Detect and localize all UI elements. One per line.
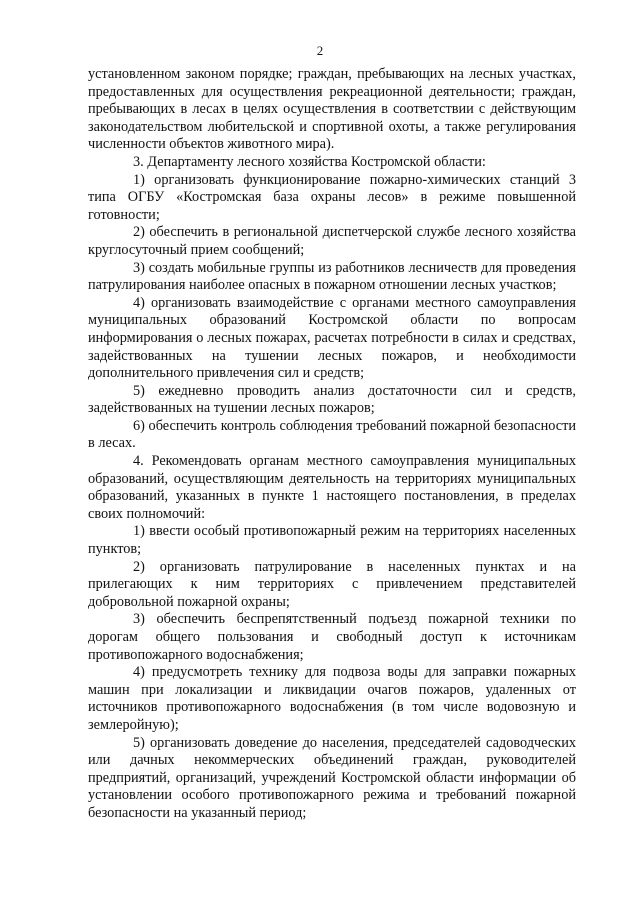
paragraph: 3) обеспечить беспрепятственный подъезд пожарной техники по дорогам общего пользования и свободный доступ к источникам противопожарного водоснабжения; xyxy=(88,611,576,663)
paragraph: 1) ввести особый противопожарный режим на территориях населенных пунктов; xyxy=(88,523,576,558)
paragraph: 5) организовать доведение до населения, председателей садоводческих или дачных некоммерческих объединений граждан, руководителей предприятий, организаций, учреждений Костромской области информации об установлении особого противопожарного режима и требований пожарной безопасности на указанный период; xyxy=(88,734,576,821)
page-number: 2 xyxy=(316,43,324,58)
paragraph: 4. Рекомендовать органам местного самоуправления муниципальных образований, осуществляющим деятельность на территориях муниципальных образований, указанных в пункте 1 настоящего постановления, в пределах своих полномочий: xyxy=(88,453,576,522)
paragraph: установленном законом порядке; граждан, пребывающих на лесных участках, предоставленных для осуществления рекреационной деятельности; граждан, пребывающих в лесах в целях осуществления в соответствии с действующим законодательством любительской и спортивной охоты, а также регулирования численности объектов животного мира). xyxy=(88,66,576,153)
paragraph: 5) ежедневно проводить анализ достаточности сил и средств, задействованных на тушении лесных пожаров; xyxy=(88,382,576,417)
paragraph: 6) обеспечить контроль соблюдения требований пожарной безопасности в лесах. xyxy=(88,417,576,452)
paragraph: 4) предусмотреть технику для подвоза воды для заправки пожарных машин при локализации и ликвидации очагов пожаров, удаленных от источников противопожарного водоснабжения (в том числе водовозную и землеройную); xyxy=(88,664,576,733)
paragraph: 2) организовать патрулирование в населенных пунктах и на прилегающих к ним территориях с привлечением представителей добровольной пожарной охраны; xyxy=(88,558,576,610)
document-body xyxy=(88,66,576,823)
paragraph: 4) организовать взаимодействие с органами местного самоуправления муниципальных образований Костромской области по вопросам информирования о лесных пожарах, расчетах потребности в силах и средствах, задействованных на тушении лесных пожаров, и необходимости дополнительного привлечения сил и средств; xyxy=(88,294,576,382)
paragraph: 1) организовать функционирование пожарно-химических станций 3 типа ОГБУ «Костромская база охраны лесов» в режиме повышенной готовности; xyxy=(88,171,576,223)
paragraph: 3) создать мобильные группы из работников лесничеств для проведения патрулирования наиболее опасных в пожарном отношении лесных участков; xyxy=(88,259,576,294)
paragraph: 2) обеспечить в региональной диспетчерской службе лесного хозяйства круглосуточный прием сообщений; xyxy=(88,224,576,258)
paragraph: 3. Департаменту лесного хозяйства Костромской области: xyxy=(133,153,486,170)
